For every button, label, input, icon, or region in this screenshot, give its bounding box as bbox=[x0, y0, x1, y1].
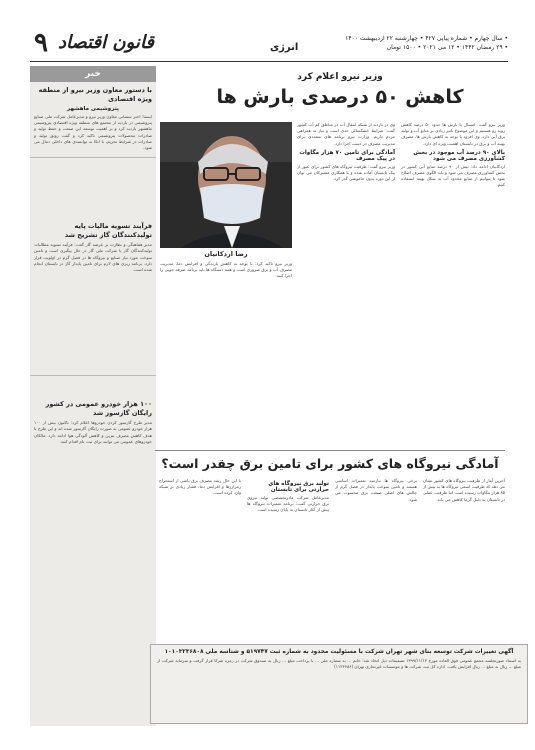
page-number: ۹ bbox=[34, 28, 48, 58]
divider bbox=[30, 157, 156, 158]
sidebar-item-subtitle: پتروشیمی ماهشهر bbox=[67, 106, 119, 112]
article-text: اردکانیان ادامه داد: بیش از ۹۰ درصد منابع آبی کشور در بخش کشاورزی مصرف می شود و باید الگوی مصرف اصلاح شود تا بتوانیم از منابع محدود آب به شکل بهینه استفاده کنیم. bbox=[401, 163, 505, 188]
section-title: انرژی bbox=[270, 42, 299, 53]
date-line-1: • سال چهارم • شماره پیاپی ۴۲۷ • چهارشنبه ۲۲ اردیبهشت ۱۴۰۰ bbox=[345, 35, 508, 42]
sidebar-header: خبر bbox=[30, 66, 156, 82]
sidebar-item-text: ایسنا: اختر سمنانی معاون وزیر نیرو و مدیرعامل شرکت ملی صنایع پتروشیمی در بازدید از مجتمع های منطقه ویژه اقتصادی پتروشیمی ماهشهر بازدید کرد و بر اهمیت توسعه این صنعت و حفظ تولید و صادرات محصولات پتروشیمی تاکید کرد و گفت رونق تولید و صادرات در شرایط تحریم، با اتکا به توانمندی های داخلی دنبال می شود. bbox=[34, 114, 152, 151]
article-text: وی در بازدید از شبکه انتقال آب در مناطق کم آب کشور گفت: شرایط خشکسالی جدی است و نیاز به همراهی مردم داریم. وزارت نیرو برنامه های متعددی برای مدیریت مصرف در دست اجرا دارد. bbox=[297, 122, 395, 146]
legal-notice-text: به استناد صورتجلسه مجمع عمومی فوق العاده مورخ ۱۳۹۹/۱۱/۱۳ تصمیمات ذیل اتخاذ شد: خانم ... به شماره ملی ... با پرداخت مبلغ ... ریال به صندوق شرکت در زمره شرکا قرار گرفت و سرمایه شرکت از مبلغ ... ریال به مبلغ ... ریال افزایش یافت. اداره کل ثبت شرکت ها و موسسات غیرتجاری تهران (۱۱۲۳۶۸۶) bbox=[157, 658, 521, 670]
sidebar-item-title: با دستور معاون وزیر نیرو از منطقه ویژه اقتصادی bbox=[38, 86, 152, 103]
date-line bbox=[338, 34, 508, 52]
article-subhead: بالای ۹۰ درصد آب موجود در بخش کشاورزی مصرف می شود bbox=[413, 149, 505, 162]
article-column-left bbox=[160, 250, 292, 280]
date-line-2: • ۲۹ رمضان ۱۴۴۲ • ۱۲ می ۲۰۲۱ • ۱۵۰۰ تومان bbox=[386, 44, 508, 51]
sidebar-item-title: فرآیند تسویه مالیات پایه تولیدکنندگان گاز تشریح شد bbox=[64, 222, 152, 240]
sidebar-item-text: مدیر هماهنگی و نظارت بر عرضه گاز گفت: فرآیند تسویه مطالبات تولیدکنندگان گاز با شرکت ملی گاز در حال پیگیری است و تامین سوخت مورد نیاز صنایع و نیروگاه ها در فصل گرم در اولویت قرار دارد. برنامه ریزی های لازم برای تامین پایدار گاز در تابستان انجام شده است. bbox=[34, 242, 152, 273]
minister-photo bbox=[160, 122, 292, 248]
article2-column-3 bbox=[247, 478, 329, 514]
article-text: وزیر نیرو تاکید کرد: با توجه به کاهش بارندگی و افزایش دما، مدیریت مصرف آب و برق ضروری است و همه دستگاه ها باید برنامه صرفه جویی را اجرا کنند. bbox=[160, 261, 292, 279]
article-headline: کاهش ۵۰ درصدی بارش ها bbox=[216, 86, 464, 108]
article-text: آخرین آمار از ظرفیت نیروگاه های کشور نشان می دهد که ظرفیت اسمی نیروگاه ها به بیش از ۸۵ هزار مگاوات رسیده است اما ظرفیت عملی در تابستان به دلیل گرما کاهش می یابد. bbox=[423, 478, 505, 502]
page-header bbox=[30, 28, 508, 62]
photo-caption: رضا اردکانیان bbox=[204, 250, 248, 258]
article-column-right bbox=[401, 122, 505, 189]
sidebar-item-title: ۱۰۰ هزار خودرو عمومی در کشور رایگان گازسوز شد bbox=[45, 400, 152, 418]
legal-notice-title: آگهی تغییرات شرکت توسعه بنای شهر تهران شرکت با مسئولیت محدود به شماره ثبت ۵۱۹۷۴۷ و شناسه ملی ۱۰۱۰۳۲۳۶۸۰۸ bbox=[164, 649, 514, 655]
article-text: با این حال رشد مصرف برق ناشی از استخراج رمزارزها و افزایش دما، فشار زیادی بر شبکه وارد کرده است. bbox=[159, 478, 241, 496]
article2-column-2 bbox=[335, 478, 417, 503]
article-kicker: وزیر نیرو اعلام کرد bbox=[297, 72, 383, 82]
divider bbox=[30, 375, 156, 376]
article-text: برخی نیروگاه ها نیازمند تعمیرات اساسی هستند و تامین سوخت پایدار در فصل گرم از چالش های اصلی صنعت برق محسوب می شود. bbox=[335, 478, 417, 502]
article-subhead: تولید برق نیروگاه های حرارتی برای تابستان bbox=[268, 481, 329, 493]
divider bbox=[155, 450, 505, 451]
article2-column-4 bbox=[159, 478, 241, 497]
article-headline-2: آمادگی نیروگاه های کشور برای تامین برق چقدر است؟ bbox=[161, 456, 499, 471]
sidebar-item-text: مدیر طرح گازسوز کردن خودروها اعلام کرد: تاکنون بیش از ۱۰۰ هزار خودرو عمومی به صورت رایگان گازسوز شده اند و این طرح با هدف کاهش مصرف بنزین و کاهش آلودگی هوا ادامه دارد. مالکان خودروهای عمومی می توانند برای ثبت نام اقدام کنند. bbox=[34, 420, 152, 444]
news-sidebar bbox=[30, 66, 156, 726]
sidebar-item-1 bbox=[30, 82, 156, 153]
legal-notice-box bbox=[150, 644, 528, 724]
article2-column-1 bbox=[423, 478, 505, 503]
newspaper-logo: قانون اقتصاد bbox=[58, 32, 155, 53]
sidebar-item-3 bbox=[30, 396, 156, 447]
sidebar-item-2 bbox=[30, 218, 156, 275]
article-subhead: آمادگی برای تامین ۷۰ هزار مگاوات در پیک مصرف bbox=[299, 149, 395, 162]
article-text: مدیرعامل شرکت مادرتخصصی تولید نیروی برق حرارتی گفت: برنامه تعمیرات نیروگاه ها پیش از آغاز تابستان به پایان رسیده است. bbox=[247, 495, 329, 513]
article-column-middle bbox=[297, 122, 395, 182]
article-text: وزیر نیرو گفت: ظرفیت نیروگاه های کشور برای عبور از پیک تابستان آماده شده و با همکاری مشترکان می توان از این دوره بدون خاموشی گذر کرد. bbox=[297, 163, 395, 182]
article-text: وزیر نیرو گفت: امسال با بارش ها حدود ۵۰ درصد کاهش روبه رو هستیم و این موضوع تاثیر زیادی بر منابع آب و تولید برق آبی دارد. وی افزود با توجه به کاهش بارش ها، مصرف بهینه آب و برق در تابستان اهمیت ویژه ای دارد. bbox=[401, 122, 505, 146]
